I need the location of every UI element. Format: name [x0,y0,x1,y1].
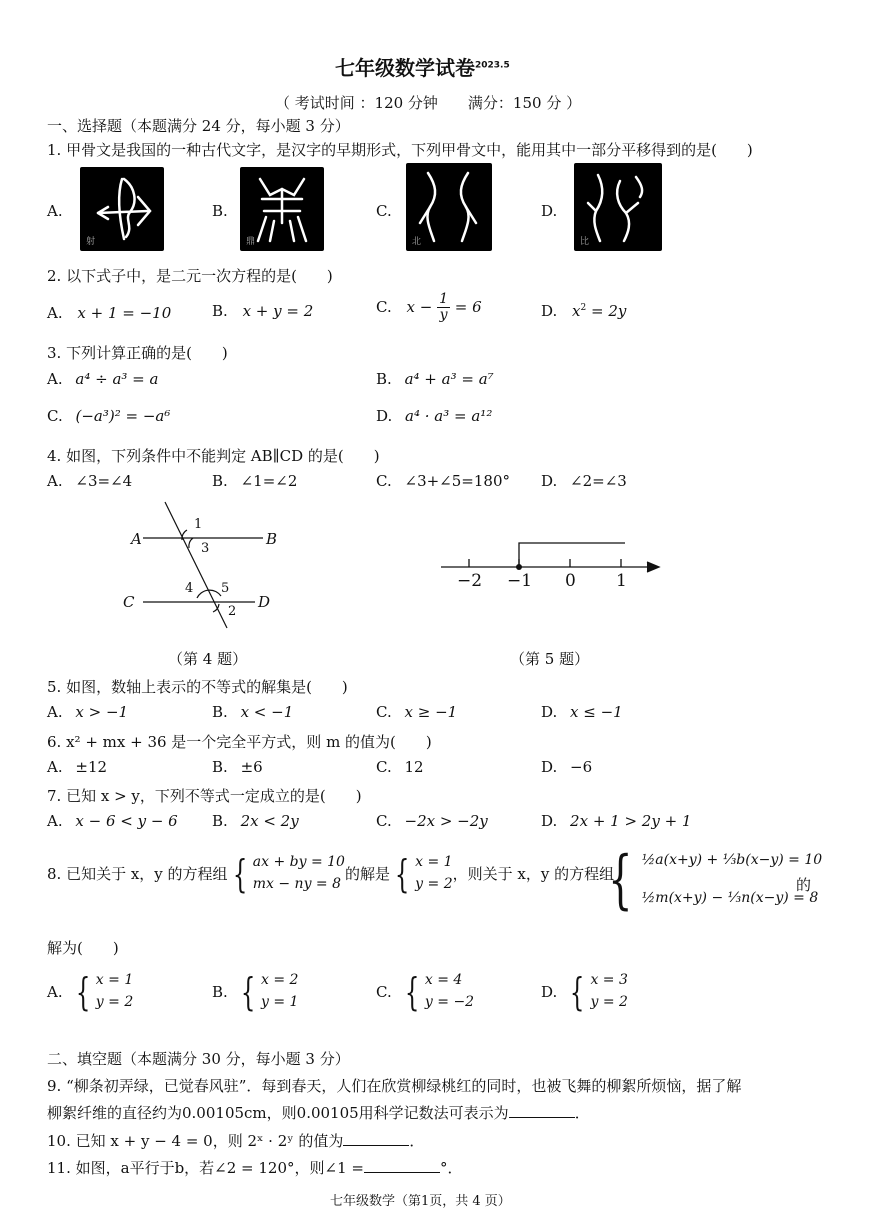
q8-part1: 8. 已知关于 x，y 的方程组 [47,865,228,884]
q4-option-a [47,472,132,490]
q7-c-label: C. [376,812,392,830]
q8-option-b [212,970,298,1013]
q2-option-d [541,302,626,320]
brace-icon: { [394,851,410,896]
q9-text: 柳絮纤维的直径约为0.00105cm，则0.00105用科学记数法可表示为 [47,1104,509,1122]
q7-d-expr: 2x + 1 > 2y + 1 [570,812,692,830]
q4-a-label: A. [47,472,63,490]
q1-option-a-caption: 射 [86,237,96,247]
q5-d-expr: x ≤ −1 [570,703,623,721]
q8-sys3-row2: ½m(x+y) − ⅓n(x−y) = 8 [641,889,819,906]
q8-d-label: D. [541,982,558,1001]
q6-option-c [376,758,424,776]
q6-a-label: A. [47,758,63,776]
q1-option-d-label: D. [541,202,558,220]
q2-d-post: = 2y [586,302,627,320]
q6-option-b [212,758,263,776]
q1-option-b-label: B. [212,202,228,220]
oracle-bei-icon [406,163,492,251]
q1-option-d-caption: 比 [580,237,590,247]
q4-d-label: D. [541,472,558,490]
q5-caption: （第 5 题） [510,650,590,668]
q5-figure-number-line [435,535,665,595]
q2-d-label: D. [541,302,558,320]
q7-c-expr: −2x > −2y [404,812,488,830]
q7-d-label: D. [541,812,558,830]
q5-option-d [541,703,623,721]
q7-option-d [541,812,691,830]
q1-option-a-label: A. [47,202,63,220]
q7-option-b [212,812,299,830]
exam-date: 2023.5 [475,60,510,71]
q2-b-label: B. [212,302,228,320]
q3-option-b [376,370,494,388]
q8-b-row1: x = 2 [260,972,299,988]
q8-option-c [376,970,474,1013]
q11-end: °． [439,1159,463,1177]
q7-b-expr: 2x < 2y [240,812,299,830]
q8-option-d [541,970,628,1013]
q5-c-label: C. [376,703,392,721]
brace-icon: { [75,969,90,1014]
q6-a-expr: ±12 [75,758,108,776]
q5-option-c [376,703,457,721]
q5-b-expr: x < −1 [240,703,294,721]
brace-icon: { [570,969,585,1014]
q11-line [47,1157,462,1178]
oracle-bi-icon [574,163,662,251]
q1-option-b-caption: 鼎 [246,237,256,247]
exam-info: （ 考试时间 ：120 分钟 满分：150 分 ） [275,94,582,112]
q7-b-label: B. [212,812,228,830]
q3-c-expr: (−a³)² = −a⁶ [75,407,171,425]
q2-c-fraction [437,292,450,322]
q4-c-expr: ∠3+∠5=180° [404,472,510,490]
q6-d-label: D. [541,758,558,776]
axis-arrow [647,562,659,572]
q1-option-c-label: C. [376,202,392,220]
q2-c-label: C. [376,298,392,317]
q9-line1: 9. “柳条初弄绿，已觉春风驻”．每到春天，人们在欣赏柳绿桃红的同时，也被飞舞的柳絮所烦恼，据了解 [47,1077,742,1095]
q3-d-label: D. [376,407,393,425]
q4-b-expr: ∠1=∠2 [240,472,298,490]
q2-text: 2. 以下式子中，是二元一次方程的是( ) [47,267,333,285]
q4-b-label: B. [212,472,228,490]
q4-c-label: C. [376,472,392,490]
q8-a-label: A. [47,982,63,1001]
point-label-a: A [131,530,142,548]
point-label-b: B [266,530,278,548]
title-text: 七年级数学试卷 [335,56,475,80]
section1-heading: 一、选择题（本题满分 24 分，每小题 3 分） [47,117,350,135]
q10-answer-blank[interactable] [343,1145,409,1146]
q8-c-row2: y = −2 [424,993,475,1010]
brace-icon: { [232,851,247,896]
q2-d-exp: 2 [580,303,587,313]
q8-system-3 [600,842,822,918]
q9-end: ． [574,1104,590,1122]
q3-option-c [47,407,170,425]
tick-label-1: 1 [616,571,627,591]
q2-option-c [376,292,482,322]
q5-a-expr: x > −1 [75,703,129,721]
q6-c-expr: 12 [404,758,424,776]
q6-option-a [47,758,107,776]
tick-label-minus-2: −2 [457,571,483,591]
q6-d-expr: −6 [570,758,593,776]
tick-label-0: 0 [565,571,576,591]
q8-sys1-row1: ax + by = 10 [252,854,345,870]
q2-b-expr: x + y = 2 [242,302,314,320]
q7-a-expr: x − 6 < y − 6 [75,812,178,830]
q11-answer-blank[interactable] [364,1172,440,1173]
q2-d-base: x [572,302,581,320]
page-footer: 七年级数学（第1页，共 4 页） [330,1194,511,1209]
q8-d-row2: y = 2 [590,993,628,1010]
q3-option-a [47,370,158,388]
q6-b-label: B. [212,758,228,776]
q3-b-label: B. [376,370,392,388]
q4-d-expr: ∠2=∠3 [570,472,627,490]
q4-caption: （第 4 题） [168,650,248,668]
angle-label-2: 2 [228,604,237,619]
q2-a-label: A. [47,304,63,322]
q5-text: 5. 如图，数轴上表示的不等式的解集是( ) [47,678,348,696]
q8-a-row1: x = 1 [95,972,134,988]
q1-text: 1. 甲骨文是我国的一种古代文字，是汉字的早期形式，下列甲骨文中，能用其中一部分平移得到的是( ) [47,141,753,159]
tick-label-minus-1: −1 [507,571,533,591]
q4-a-expr: ∠3=∠4 [75,472,133,490]
q3-option-d [376,407,492,425]
brace-icon: { [608,842,633,917]
q8-a-row2: y = 2 [95,993,134,1010]
q5-c-expr: x ≥ −1 [404,703,458,721]
q3-text: 3. 下列计算正确的是( ) [47,344,228,362]
q3-c-label: C. [47,407,63,425]
q2-c-pre: x − [406,298,433,317]
angle-arc-3 [189,538,193,548]
q8-option-a [47,970,133,1013]
q7-option-a [47,812,178,830]
q8-b-row2: y = 1 [260,993,299,1010]
q7-a-label: A. [47,812,63,830]
q8-sys1-row2: mx − ny = 8 [252,875,342,892]
q8-c-row1: x = 4 [424,972,463,988]
q5-d-label: D. [541,703,558,721]
q7-option-c [376,812,488,830]
q4-option-d [541,472,627,490]
q6-c-label: C. [376,758,392,776]
q8-part2: 的解是 [344,865,390,884]
q7-text: 7. 已知 x > y，下列不等式一定成立的是( ) [47,787,362,805]
section2-heading: 二、填空题（本题满分 30 分，每小题 3 分） [47,1050,350,1068]
q8-line [47,852,614,895]
oracle-she-icon [80,167,164,251]
q6-text: 6. x² + mx + 36 是一个完全平方式，则 m 的值为( ) [47,733,432,751]
page-title [335,52,510,81]
q8-part3: ，则关于 x，y 的方程组 [452,865,615,884]
q4-option-b [212,472,297,490]
point-label-d: D [258,593,271,611]
q8-sys3-row1: ½a(x+y) + ⅓b(x−y) = 10 [641,852,823,868]
q10-line [47,1130,424,1151]
q8-tail: 解为( ) [47,939,119,957]
q2-option-b [212,302,313,320]
q8-b-label: B. [212,982,228,1001]
q3-b-expr: a⁴ + a³ = a⁷ [404,370,494,388]
q2-c-post: = 6 [454,298,482,317]
q3-a-label: A. [47,370,63,388]
solution-ray [519,543,625,567]
q8-sys2-row1: x = 1 [415,854,453,870]
q10-end: ． [409,1132,425,1150]
q5-option-b [212,703,293,721]
q2-a-expr: x + 1 = −10 [77,304,172,322]
q8-sys2-row2: y = 2 [415,875,453,892]
angle-label-1: 1 [194,517,203,532]
q5-option-a [47,703,128,721]
q3-a-expr: a⁴ ÷ a³ = a [75,370,159,388]
brace-icon: { [404,969,420,1014]
q6-b-expr: ±6 [240,758,263,776]
q4-text: 4. 如图，下列条件中不能判定 AB∥CD 的是( ) [47,447,380,465]
q8-d-row1: x = 3 [590,972,628,988]
q1-option-c-caption: 北 [412,237,422,247]
q6-option-d [541,758,592,776]
q11-text: 11. 如图，a平行于b，若∠2 = 120°，则∠1 = [47,1159,364,1177]
oracle-ding-icon [240,167,324,251]
solid-point [516,564,522,570]
q8-system-2 [390,852,453,895]
q8-c-label: C. [376,982,392,1001]
q8-system-1 [228,852,345,895]
q5-b-label: B. [212,703,228,721]
q4-figure [115,500,285,635]
q9-answer-blank[interactable] [509,1117,575,1118]
q2-c-den: y [439,306,448,323]
angle-label-3: 3 [201,541,210,556]
q2-option-a [47,304,171,322]
brace-icon: { [240,969,256,1014]
angle-label-5: 5 [221,581,230,596]
q8-part4: 的 [796,876,812,894]
q5-a-label: A. [47,703,63,721]
q4-option-c [376,472,510,490]
q2-c-num: 1 [439,291,448,307]
q9-line2 [47,1102,590,1123]
q10-text: 10. 已知 x + y − 4 = 0，则 2ˣ · 2ʸ 的值为 [47,1132,344,1150]
q3-d-expr: a⁴ · a³ = a¹² [405,407,493,425]
point-label-c: C [123,593,135,611]
angle-label-4: 4 [185,581,194,596]
